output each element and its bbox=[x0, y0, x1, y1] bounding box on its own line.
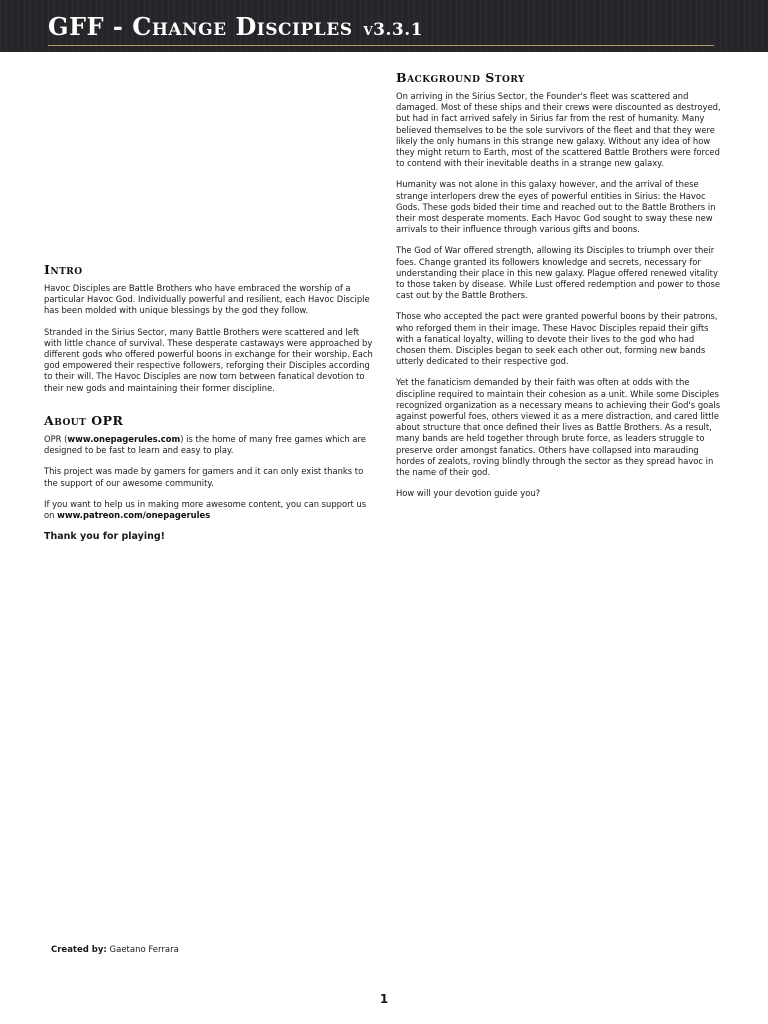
about-section bbox=[44, 413, 374, 552]
thanks-text: Thank you for playing! bbox=[44, 531, 166, 543]
background-paragraph: Humanity was not alone in this galaxy however, and the arrival of these strange interlopers drew the eyes of powerful entities in Sirius: the Havoc Gods. These gods bided their time and reached out to the Battle Brothers in their most desperate moments. Each Havoc God sought to sway these new arrivals to their influence through various gifts and boons. bbox=[396, 179, 716, 235]
version-label: v3.3.1 bbox=[363, 20, 423, 40]
page-title bbox=[48, 13, 423, 44]
credits bbox=[51, 945, 179, 955]
intro-section bbox=[44, 262, 374, 404]
title-text: GFF - Change Disciples bbox=[48, 12, 353, 41]
background-paragraph: Those who accepted the pact were granted powerful boons by their patrons, who reforged them in their image. These Havoc Disciples repaid their gifts with a fanatical loyalty, willing to devote their lives to the god who had chosen them. Disciples began to seek each other out, forming new bands utterly dedicated to their respective god. bbox=[396, 311, 718, 367]
about-paragraph: If you want to help us in making more awesome content, you can support us on www.patreon.com/onepagerules bbox=[44, 498, 367, 521]
patreon-link[interactable]: www.patreon.com/onepagerules bbox=[57, 510, 211, 521]
background-paragraph: How will your devotion guide you? bbox=[396, 488, 541, 499]
intro-paragraph: Havoc Disciples are Battle Brothers who have embraced the worship of a particular Havoc God. Individually powerful and resilient, each Havoc Disciple has been molded with unique blessings by the god they follow. bbox=[44, 283, 370, 316]
page-header bbox=[0, 0, 768, 52]
about-heading: About OPR bbox=[44, 413, 124, 428]
header-divider bbox=[48, 45, 714, 46]
background-paragraph: On arriving in the Sirius Sector, the Founder's fleet was scattered and damaged. Most of these ships and their crews were discounted as destroyed, but had in fact arrived safely in Sirius far from the rest of humanity. Many believed themselves to be the sole survivors of the fleet and that they were likely the only humans in this strange new galaxy. Without any idea of how they might return to Earth, most of the scattered Battle Brothers were forced to contend with their inevitable deaths in a strange new galaxy. bbox=[396, 91, 721, 169]
created-by-label: Created by: bbox=[51, 945, 107, 955]
background-heading: Background Story bbox=[396, 70, 525, 85]
page-number: 1 bbox=[379, 992, 389, 1006]
background-paragraph: Yet the fanaticism demanded by their faith was often at odds with the discipline required to maintain their cohesion as a unit. While some Disciples recognized organization as a necessary means to achieving their God's goals against powerful foes, others viewed it as a mere distraction, and cared little about structure that once defined their lives as Battle Brothers. As a result, many bands are held together through brute force, as leaders struggle to preserve order amongst fanatics. Others have collapsed into marauding hordes of zealots, roving blindly through the sector as they spread havoc in the name of their god. bbox=[396, 377, 721, 478]
intro-heading: Intro bbox=[44, 262, 83, 277]
about-paragraph: OPR (www.onepagerules.com) is the home of many free games which are designed to be fast to learn and easy to play. bbox=[44, 434, 366, 456]
about-paragraph: This project was made by gamers for gamers and it can only exist thanks to the support of our awesome community. bbox=[44, 466, 364, 488]
opr-website-link[interactable]: www.onepagerules.com bbox=[67, 434, 181, 444]
author-name: Gaetano Ferrara bbox=[109, 945, 179, 955]
intro-paragraph: Stranded in the Sirius Sector, many Battle Brothers were scattered and left with little chance of survival. These desperate castaways were approached by different gods who offered powerful boons in exchange for their worship. Each god empowered their respective followers, reforging their Disciples according to their will. The Havoc Disciples are now torn between fanatical devotion to their new gods and maintaining their former discipline. bbox=[44, 326, 373, 393]
background-paragraph: The God of War offered strength, allowing its Disciples to triumph over their foes. Change granted its followers knowledge and secrets, necessary for understanding their place in this new galaxy. Plague offered renewed vitality to those taken by disease. While Lust offered redemption and power to those cast out by the Battle Brothers. bbox=[396, 245, 721, 301]
background-section bbox=[396, 70, 726, 510]
